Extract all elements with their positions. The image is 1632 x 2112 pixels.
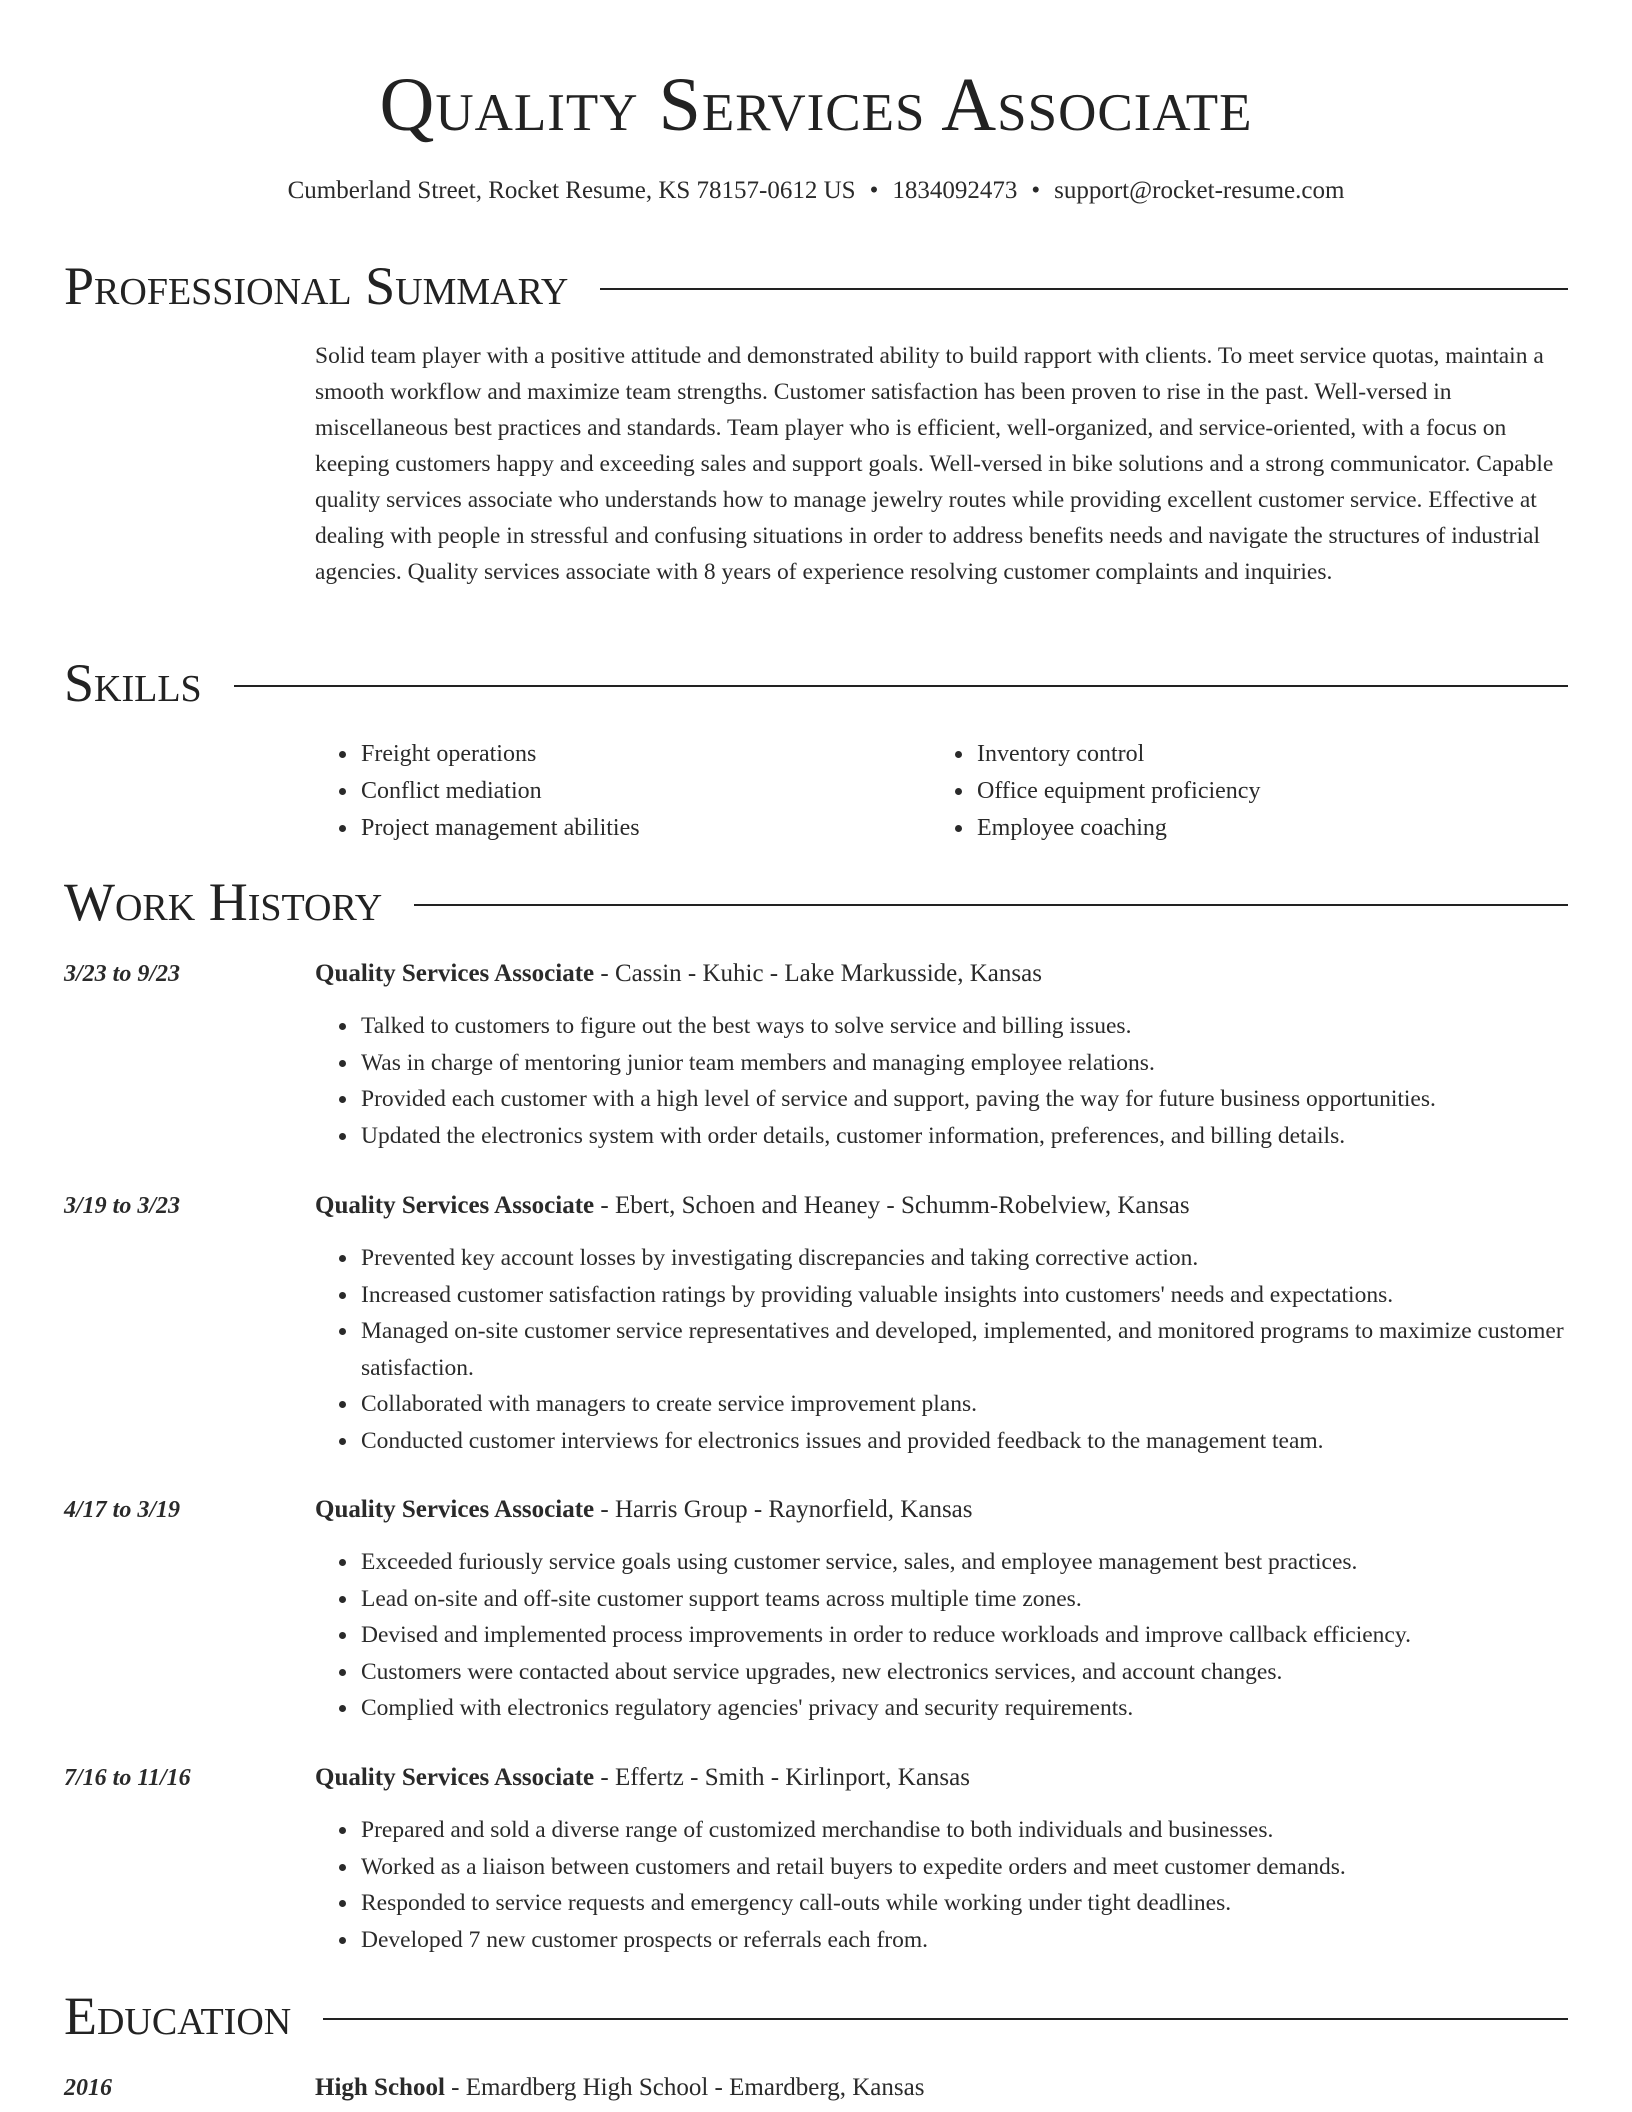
job-bullet: • Prevented key account losses by investigating discrepancies and taking corrective action. bbox=[359, 1240, 1614, 1277]
job-details: - Ebert, Schoen and Heaney - Schumm-Robelview, Kansas bbox=[594, 1192, 1190, 1219]
job-bullet: • Worked as a liaison between customers and retail buyers to expedite orders and meet customer demands. bbox=[359, 1849, 1614, 1886]
job-bullets bbox=[315, 1008, 1614, 1154]
job-bullet: • Prepared and sold a diverse range of customized merchandise to both individuals and businesses. bbox=[359, 1812, 1614, 1849]
job-heading bbox=[315, 1494, 973, 1526]
job-dates: 3/23 to 9/23 bbox=[64, 961, 181, 987]
job-bullet: • Lead on-site and off-site customer support teams across multiple time zones. bbox=[359, 1581, 1614, 1618]
section-divider bbox=[323, 2018, 1568, 2020]
work-section-header bbox=[64, 870, 1568, 934]
skill-item: • Conflict mediation bbox=[359, 773, 640, 810]
section-title: Work History bbox=[64, 872, 383, 932]
skill-item: • Employee coaching bbox=[975, 810, 1260, 847]
skill-item: • Freight operations bbox=[359, 736, 640, 773]
contact-address: Cumberland Street, Rocket Resume, KS 78157-0612 US bbox=[287, 177, 856, 204]
contact-separator: • bbox=[869, 177, 879, 204]
skills-list-left bbox=[315, 736, 640, 847]
job-bullet: • Customers were contacted about service upgrades, new electronics services, and account changes. bbox=[359, 1654, 1614, 1691]
skills-list-right bbox=[931, 736, 1260, 847]
job-dates: 4/17 to 3/19 bbox=[64, 1497, 181, 1523]
job-heading bbox=[315, 1190, 1190, 1222]
education-details: - Emardberg High School - Emardberg, Kansas bbox=[444, 2074, 925, 2101]
job-dates: 7/16 to 11/16 bbox=[64, 1765, 191, 1791]
job-details: - Harris Group - Raynorfield, Kansas bbox=[594, 1496, 973, 1523]
skill-item: • Inventory control bbox=[975, 736, 1260, 773]
job-bullet: • Was in charge of mentoring junior team members and managing employee relations. bbox=[359, 1045, 1614, 1082]
skill-item: • Office equipment proficiency bbox=[975, 773, 1260, 810]
job-bullet: • Managed on-site customer service representatives and developed, implemented, and monitored programs to maximize customer satisfaction. bbox=[359, 1313, 1614, 1386]
job-heading bbox=[315, 958, 1042, 990]
job-heading bbox=[315, 1762, 970, 1794]
job-bullet: • Devised and implemented process improvements in order to reduce workloads and improve callback efficiency. bbox=[359, 1617, 1614, 1654]
job-bullet: • Collaborated with managers to create service improvement plans. bbox=[359, 1386, 1614, 1423]
summary-text: Solid team player with a positive attitude and demonstrated ability to build rapport with clients. To meet service quotas, maintain a smooth workflow and maximize team strengths. Customer satisfaction has been proven to rise in the past. Well-versed in miscellaneous best practices and standards. Team player who is efficient, well-organized, and service-oriented, with a focus on keeping customers happy and exceeding sales and support goals. Well-versed in bike solutions and a strong communicator. Capable quality services associate who understands how to manage jewelry routes while providing excellent customer service. Effective at dealing with people in stressful and confusing situations in order to address benefits needs and navigate the structures of industrial agencies. Quality services associate with 8 years of experience resolving customer complaints and inquiries. bbox=[315, 343, 1554, 585]
job-details: - Cassin - Kuhic - Lake Markusside, Kansas bbox=[594, 960, 1042, 987]
skills-section-header bbox=[64, 651, 1568, 715]
job-bullets bbox=[315, 1240, 1614, 1459]
job-bullet: • Provided each customer with a high level of service and support, paving the way for future business opportunities. bbox=[359, 1081, 1614, 1118]
job-role: Quality Services Associate bbox=[315, 960, 595, 987]
contact-email: support@rocket-resume.com bbox=[1054, 177, 1345, 204]
job-bullet: • Increased customer satisfaction ratings by providing valuable insights into customers' needs and expectations. bbox=[359, 1277, 1614, 1314]
job-role: Quality Services Associate bbox=[315, 1496, 595, 1523]
job-bullet: • Responded to service requests and emergency call-outs while working under tight deadlines. bbox=[359, 1885, 1614, 1922]
section-divider bbox=[600, 288, 1568, 290]
resume-name: Quality Services Associate bbox=[379, 63, 1253, 147]
job-dates: 3/19 to 3/23 bbox=[64, 1193, 181, 1219]
section-title: Professional Summary bbox=[64, 256, 569, 316]
summary-section-header bbox=[64, 254, 1568, 318]
job-details: - Effertz - Smith - Kirlinport, Kansas bbox=[594, 1764, 970, 1791]
job-bullets bbox=[315, 1544, 1614, 1727]
job-bullet: • Developed 7 new customer prospects or referrals each from. bbox=[359, 1922, 1614, 1959]
education-heading bbox=[315, 2072, 924, 2104]
job-role: Quality Services Associate bbox=[315, 1192, 595, 1219]
section-divider bbox=[234, 685, 1568, 687]
job-bullet: • Complied with electronics regulatory agencies' privacy and security requirements. bbox=[359, 1690, 1614, 1727]
skill-item: • Project management abilities bbox=[359, 810, 640, 847]
education-section-header bbox=[64, 1984, 1568, 2048]
education-year: 2016 bbox=[64, 2075, 112, 2101]
education-degree: High School bbox=[315, 2074, 445, 2101]
job-bullet: • Exceeded furiously service goals using customer service, sales, and employee management best practices. bbox=[359, 1544, 1614, 1581]
job-bullets bbox=[315, 1812, 1614, 1958]
contact-phone: 1834092473 bbox=[892, 177, 1018, 204]
job-bullet: • Updated the electronics system with order details, customer information, preferences, and billing details. bbox=[359, 1118, 1614, 1155]
job-bullet: • Talked to customers to figure out the best ways to solve service and billing issues. bbox=[359, 1008, 1614, 1045]
contact-separator: • bbox=[1031, 177, 1041, 204]
job-bullet: • Conducted customer interviews for electronics issues and provided feedback to the management team. bbox=[359, 1423, 1614, 1460]
section-title: Education bbox=[64, 1986, 292, 2046]
section-divider bbox=[414, 904, 1568, 906]
contact-line bbox=[0, 174, 1632, 208]
section-title: Skills bbox=[64, 653, 202, 713]
job-role: Quality Services Associate bbox=[315, 1764, 595, 1791]
